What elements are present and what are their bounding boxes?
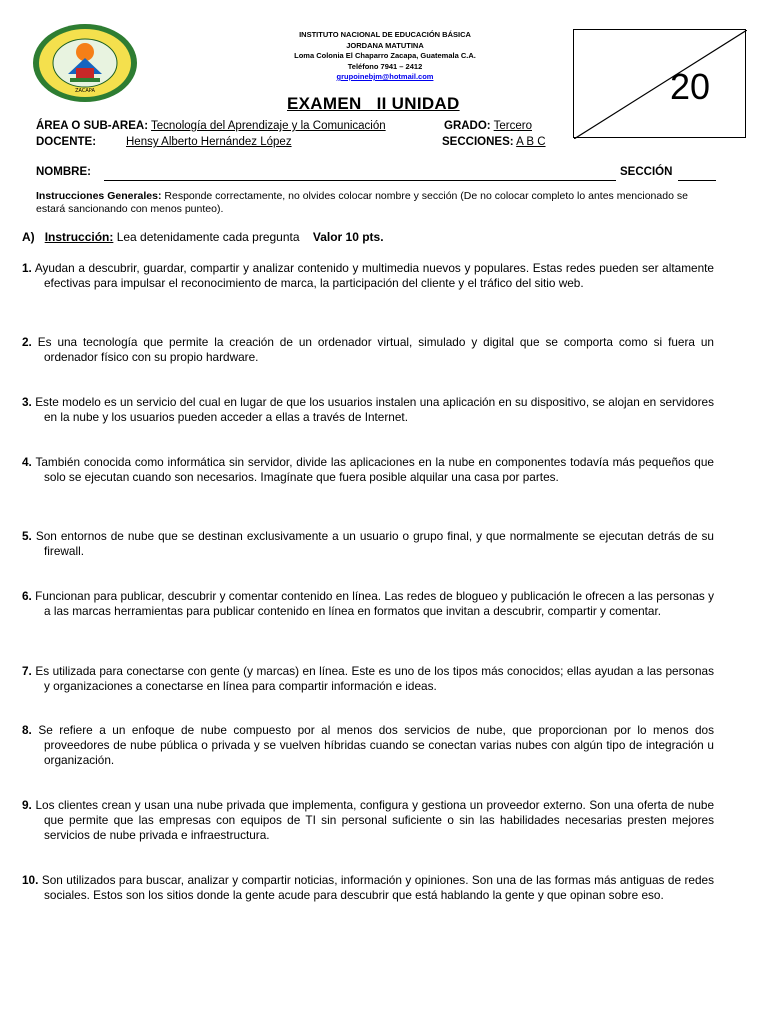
question-10 [22,873,714,903]
general-instructions-label: Instrucciones Generales: [36,190,162,202]
sections-row [442,136,546,148]
question-number: 6. [22,589,32,603]
grade-label: GRADO: [444,120,491,132]
question-number: 5. [22,529,32,543]
question-7 [22,664,714,694]
question-5 [22,529,714,559]
question-number: 4. [22,455,32,469]
grade-value: Tercero [493,120,532,132]
question-9 [22,798,714,844]
question-2 [22,335,714,365]
grade-row [444,120,532,132]
score-box [573,29,746,138]
question-number: 8. [22,723,32,737]
question-6 [22,589,714,619]
question-text: Funcionan para publicar, descubrir y comentar contenido en línea. Las redes de blogueo y publicación le ofrecen a las personas y a las marcas herramientas para publicar contenido en línea en formatos que invitan a descubrir, compartir y comentar. [35,589,715,619]
school-logo [30,22,140,104]
question-number: 10. [22,873,39,887]
general-instructions-text: Responde correctamente, no olvides colocar nombre y sección (De no colocar completo lo antes mencionado se estará sancionando con menos punteo). [36,190,688,215]
sections-value: A B C [516,136,546,148]
sections-label: SECCIONES: [442,136,514,148]
exam-title: EXAMEN II UNIDAD [287,94,460,113]
part-a-header [22,230,384,244]
svg-text:ZACAPA: ZACAPA [75,88,95,94]
question-number: 9. [22,798,32,812]
question-number: 3. [22,395,32,409]
teacher-value: Hensy Alberto Hernández López [126,136,292,148]
institution-header [250,30,520,83]
name-field[interactable] [104,180,616,181]
score-value: 20 [670,66,711,107]
score-diagonal [574,30,747,139]
question-text: Este modelo es un servicio del cual en lugar de que los usuarios instalen una aplicación en su dispositivo, se alojan en servidores en la nube y los usuarios pueden acceder a ellas a través de Internet. [35,395,714,425]
question-number: 2. [22,335,32,349]
question-text: Son entornos de nube que se destinan exclusivamente a un usuario o grupo final, y que normalmente se ejecutan detrás de su firewall. [35,529,714,559]
institution-address: Loma Colonia El Chaparro Zacapa, Guatemala C.A. [294,51,476,60]
question-text: Son utilizados para buscar, analizar y compartir noticias, información y opiniones. Son una de las formas más antiguas de redes sociales. Estos son los sitios donde la gente acude para descubrir que está hablando la gente y que opinan sobre eso. [41,873,714,903]
section-field-label: SECCIÓN [620,166,673,178]
question-8 [22,723,714,769]
teacher-row [36,136,96,148]
section-field[interactable] [678,180,716,181]
area-row [36,120,386,132]
institution-name: INSTITUTO NACIONAL DE EDUCACIÓN BÁSICA [299,30,471,39]
question-number: 7. [22,664,32,678]
question-text: Es una tecnología que permite la creación de un ordenador virtual, simulado y digital que se comporta como si fuera un ordenador físico con su propio hardware. [37,335,714,365]
question-text: También conocida como informática sin servidor, divide las aplicaciones en la nube en componentes todavía más pequeños que solo se ejecutan cuando son necesarios. Imagínate que fuera posible alquilar una casa por partes. [35,455,714,485]
question-number: 1. [22,261,32,275]
teacher-label: DOCENTE: [36,136,97,148]
question-text: Ayudan a descubrir, guardar, compartir y analizar contenido y multimedia nuevos y populares. Estas redes pueden ser altamente efectivas para impulsar el reconocimiento de marca, la participación del cliente y el tráfico del sitio web. [34,261,714,291]
part-a-instruction-text: Lea detenidamente cada pregunta [116,230,300,244]
institution-email[interactable]: grupoinebjm@hotmail.com [336,72,434,81]
name-label: NOMBRE: [36,166,91,178]
area-value: Tecnología del Aprendizaje y la Comunicación [151,120,386,132]
general-instructions [36,190,716,216]
part-a-value: Valor 10 pts. [312,230,384,244]
part-a-letter: A) [22,230,35,244]
institution-shift: JORDANA MATUTINA [346,40,424,50]
part-a-instruction-label: Instrucción: [44,230,114,244]
question-4 [22,455,714,485]
question-text: Se refiere a un enfoque de nube compuesto por al menos dos servicios de nube, que proporcionan por lo menos dos proveedores de nube pública o privada y se vuelven híbridas cuando se conectan varias nubes con algún tipo de integración u organización. [38,723,714,768]
question-1 [22,261,714,291]
area-label: ÁREA O SUB-AREA: [36,120,149,132]
institution-phone: Teléfono 7941 – 2412 [347,61,423,71]
question-text: Los clientes crean y usan una nube privada que implementa, configura y gestiona un proveedor externo. Son una oferta de nube que permite que las empresas con equipos de TI sin personal suficiente o sin las habilidades necesarias presten mejores servicios de nube privada e infraestructura. [35,798,715,843]
question-text: Es utilizada para conectarse con gente (y marcas) en línea. Este es uno de los tipos más conocidos; ellas ayudan a las personas y organizaciones a conectarse en línea para compartir información e ideas. [35,664,714,694]
question-3 [22,395,714,425]
